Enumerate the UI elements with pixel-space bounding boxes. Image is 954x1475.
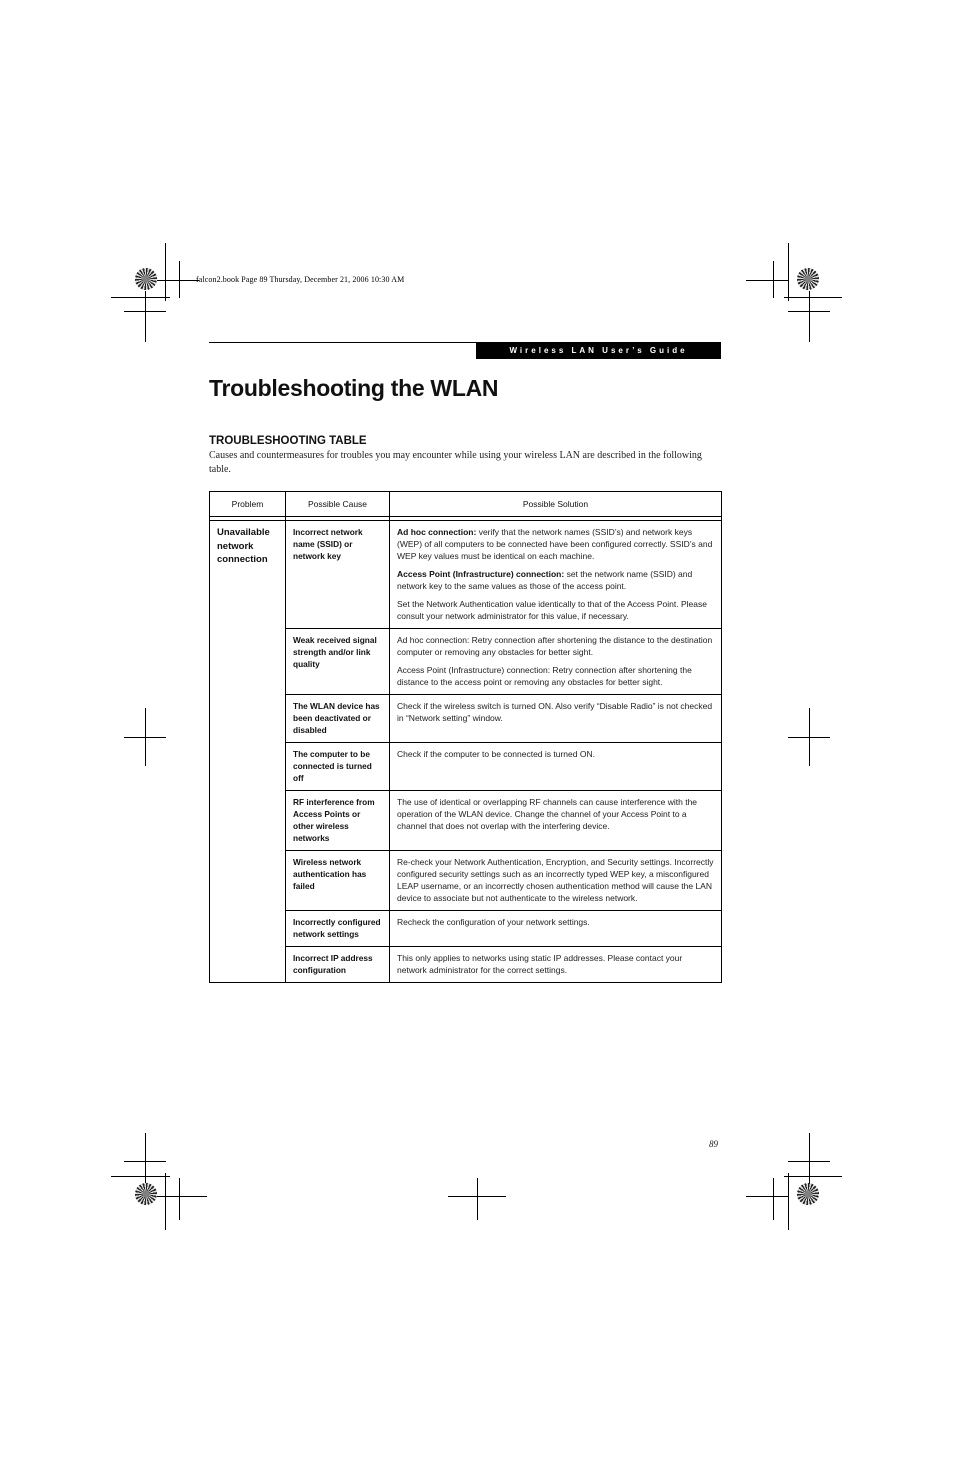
cause-cell xyxy=(286,947,390,983)
solution-paragraph xyxy=(397,700,714,724)
table-row xyxy=(210,947,722,983)
problem-label: Unavailable network connection xyxy=(217,527,270,565)
table-row xyxy=(210,521,722,629)
solution-paragraph xyxy=(397,796,714,832)
solution-lead: Ad hoc connection: xyxy=(397,527,477,537)
cause-cell xyxy=(286,911,390,947)
cause-cell xyxy=(286,521,390,629)
solution-paragraph xyxy=(397,526,714,562)
cause-label: Weak received signal strength and/or link quality xyxy=(293,635,377,669)
solution-cell xyxy=(390,851,722,911)
section-title: TROUBLESHOOTING TABLE xyxy=(209,435,367,447)
cause-label: Incorrectly configured network settings xyxy=(293,917,381,939)
page-title: Troubleshooting the WLAN xyxy=(209,375,499,401)
solution-text: Recheck the configuration of your network settings. xyxy=(397,917,590,927)
solution-cell xyxy=(390,911,722,947)
solution-cell xyxy=(390,743,722,791)
solution-text: The use of identical or overlapping RF channels can cause interference with the operation of the WLAN device. Change the channel of your Access Point to a channel that does not overlap with the interfering device. xyxy=(397,797,698,831)
table-header-row xyxy=(210,492,722,517)
solution-text: Check if the wireless switch is turned ON. Also verify “Disable Radio” is not checked in “Network setting” window. xyxy=(397,701,713,723)
table-row xyxy=(210,695,722,743)
cause-label: Wireless network authentication has failed xyxy=(293,857,367,891)
table-row xyxy=(210,851,722,911)
cause-cell xyxy=(286,791,390,851)
column-header-solution: Possible Solution xyxy=(390,492,722,517)
solution-lead: Access Point (Infrastructure) connection: xyxy=(397,569,565,579)
rosette-icon xyxy=(797,1183,819,1205)
solution-paragraph xyxy=(397,568,714,592)
column-header-cause: Possible Cause xyxy=(286,492,390,517)
troubleshooting-table xyxy=(209,491,722,983)
table-row xyxy=(210,911,722,947)
rosette-icon xyxy=(135,268,157,290)
solution-paragraph xyxy=(397,952,714,976)
solution-paragraph xyxy=(397,748,714,760)
cause-cell xyxy=(286,743,390,791)
cause-label: Incorrect IP address configuration xyxy=(293,953,373,975)
rosette-icon xyxy=(135,1183,157,1205)
solution-paragraph xyxy=(397,598,714,622)
solution-paragraph xyxy=(397,856,714,904)
problem-cell xyxy=(210,521,286,983)
rosette-icon xyxy=(797,268,819,290)
cause-label: RF interference from Access Points or other wireless networks xyxy=(293,797,375,843)
cause-label: Incorrect network name (SSID) or network key xyxy=(293,527,363,561)
running-header: Wireless LAN User’s Guide xyxy=(476,342,721,359)
column-header-problem: Problem xyxy=(210,492,286,517)
cause-label: The WLAN device has been deactivated or disabled xyxy=(293,701,380,735)
solution-paragraph xyxy=(397,634,714,658)
intro-paragraph: Causes and countermeasures for troubles you may encounter while using your wireless LAN are described in the following table. xyxy=(209,450,702,475)
table-row xyxy=(210,629,722,695)
table-row xyxy=(210,791,722,851)
table-row xyxy=(210,743,722,791)
solution-paragraph xyxy=(397,664,714,688)
solution-text: Re-check your Network Authentication, Encryption, and Security settings. Incorrectly configured security settings such as an incorrectly typed WEP key, a misconfigured LEAP username, or an incorrectly chosen authentication method will cause the LAN device to associate but not authenticate to the wireless network. xyxy=(397,857,714,903)
page-number: 89 xyxy=(709,1139,718,1149)
solution-text: Ad hoc connection: Retry connection after shortening the distance to the destination computer or removing any obstacles for better sight. xyxy=(397,635,713,657)
solution-text: Set the Network Authentication value identically to that of the Access Point. Please consult your network administrator for this value, if necessary. xyxy=(397,599,707,621)
cause-label: The computer to be connected is turned off xyxy=(293,749,372,783)
file-info: falcon2.book Page 89 Thursday, December 21, 2006 10:30 AM xyxy=(196,275,405,284)
solution-cell xyxy=(390,629,722,695)
cause-cell xyxy=(286,629,390,695)
solution-paragraph xyxy=(397,916,714,928)
solution-cell xyxy=(390,947,722,983)
solution-text: verify that the network names (SSID’s) and network keys (WEP) of all computers to be connected have been configured correctly. SSID’s and WEP key values must be identical on each machine. xyxy=(397,527,713,561)
cause-cell xyxy=(286,851,390,911)
solution-cell xyxy=(390,791,722,851)
solution-cell xyxy=(390,695,722,743)
solution-text: Check if the computer to be connected is turned ON. xyxy=(397,749,595,759)
cause-cell xyxy=(286,695,390,743)
solution-text: This only applies to networks using static IP addresses. Please contact your network administrator for the correct settings. xyxy=(397,953,683,975)
solution-cell xyxy=(390,521,722,629)
solution-text: Access Point (Infrastructure) connection: Retry connection after shortening the distance to the access point or removing any obstacles for better sight. xyxy=(397,665,692,687)
solution-text: set the network name (SSID) and network key to the same values as those of the access point. xyxy=(397,569,693,591)
